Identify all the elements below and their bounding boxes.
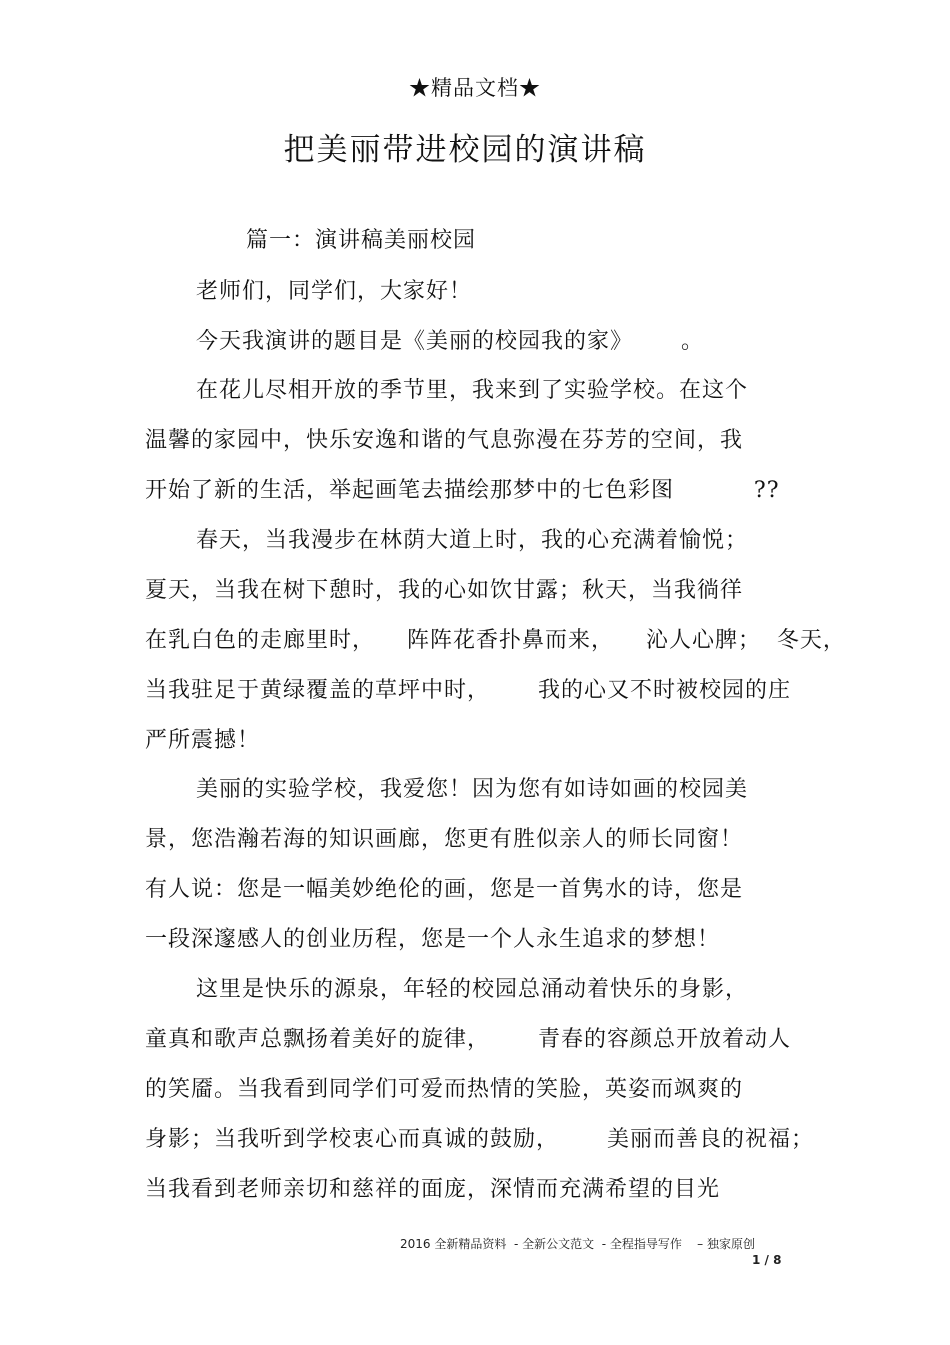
paragraph-line: 开始了新的生活，举起画笔去描绘那梦中的七色彩图 ?? (145, 478, 780, 503)
section-heading: 篇一：演讲稿美丽校园 (246, 228, 477, 253)
paragraph-line: 当我看到老师亲切和慈祥的面庞，深情而充满希望的目光 (145, 1177, 721, 1202)
paragraph-line: 当我驻足于黄绿覆盖的草坪中时， 我的心又不时被校园的庄 (145, 678, 791, 703)
paragraph-line: 老师们，同学们，大家好！ (196, 279, 473, 304)
page-number: 1 / 8 (752, 1253, 782, 1267)
paragraph-line: 童真和歌声总飘扬着美好的旋律， 青春的容颜总开放着动人 (145, 1027, 791, 1052)
paragraph-line: 的笑靥。当我看到同学们可爱而热情的笑脸，英姿而飒爽的 (145, 1077, 744, 1102)
document-title: 把美丽带进校园的演讲稿 (283, 132, 647, 168)
paragraph-line: 一段深邃感人的创业历程，您是一个人永生追求的梦想！ (145, 927, 721, 952)
paragraph-line: 今天我演讲的题目是《美丽的校园我的家》 。 (196, 329, 704, 354)
paragraph-line: 春天，当我漫步在林荫大道上时，我的心充满着愉悦； (196, 528, 749, 553)
paragraph-line: 在花儿尽相开放的季节里，我来到了实验学校。在这个 (196, 378, 749, 403)
paragraph-line: 景，您浩瀚若海的知识画廊，您更有胜似亲人的师长同窗！ (145, 827, 744, 852)
paragraph-line: 在乳白色的走廊里时， 阵阵花香扑鼻而来， 沁人心脾； 冬天， (145, 628, 846, 653)
header-mark: ★精品文档★ (409, 76, 541, 100)
paragraph-line: 夏天，当我在树下憩时，我的心如饮甘露；秋天，当我徜徉 (145, 578, 744, 603)
paragraph-line: 身影；当我听到学校衷心而真诚的鼓励， 美丽而善良的祝福； (145, 1127, 814, 1152)
paragraph-line: 这里是快乐的源泉，年轻的校园总涌动着快乐的身影， (196, 977, 749, 1002)
footer-note: 2016 全新精品资料 - 全新公文范文 - 全程指导写作 – 独家原创 (400, 1237, 755, 1251)
paragraph-line: 有人说：您是一幅美妙绝伦的画，您是一首隽水的诗，您是 (145, 877, 744, 902)
paragraph-line: 美丽的实验学校，我爱您！因为您有如诗如画的校园美 (196, 777, 749, 802)
paragraph-line: 温馨的家园中，快乐安逸和谐的气息弥漫在芬芳的空间，我 (145, 428, 744, 453)
paragraph-line: 严所震撼！ (145, 728, 261, 753)
